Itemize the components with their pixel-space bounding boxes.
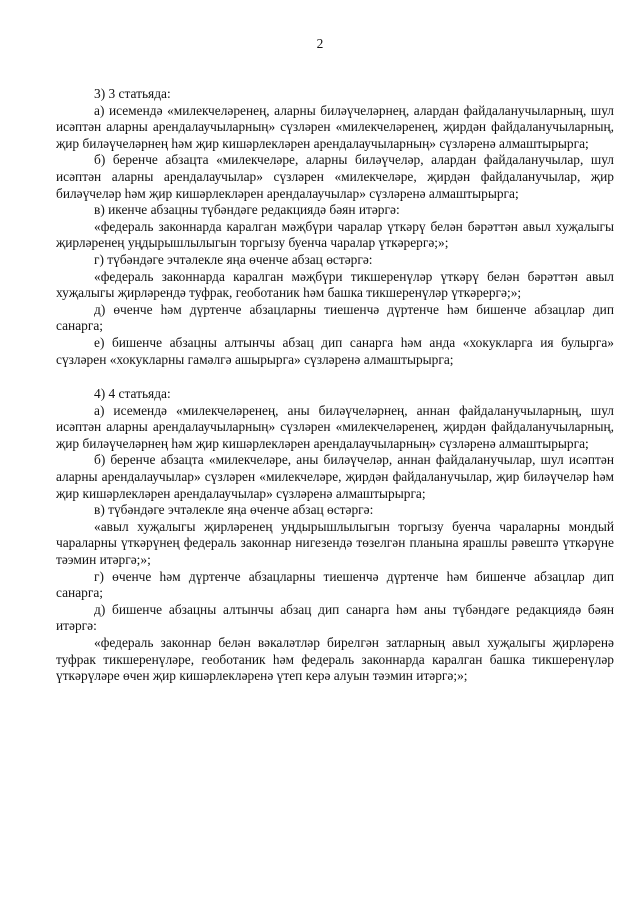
section-4-paragraph-d: д) бишенче абзацны алтынчы абзац дип санарга һәм аны түбәндәге редакциядә бәян итәргә: — [56, 601, 614, 634]
section-4-paragraph-g: г) өченче һәм дүртенче абзацларны тиешенчә дүртенче һәм бишенче абзацлар дип санарга; — [56, 568, 614, 601]
section-3-paragraph-b: б) беренче абзацта «милекчеләре, аларны биләүчеләр, алардан файдаланучылар, шул исәптән аларны арендалаучылар» сүзләрен «милекчеләре, җирдән файдаланучылар, җир биләүчеләр һәм җир кишәрлекләрен арендалаучылар» сүзләренә алмаштырырга; — [56, 152, 614, 201]
section-spacer — [56, 368, 614, 386]
section-3-paragraph-d: д) өченче һәм дүртенче абзацларны тиешенчә дүртенче һәм бишенче абзацлар дип санарга; — [56, 301, 614, 334]
section-3-paragraph-v: в) икенче абзацны түбәндәге редакциядә бәян итәргә: — [94, 202, 400, 218]
section-4-quote-2: «федераль законнар белән вәкаләтләр бирелгән затларның авыл хуҗалыгы җирләренә туфрак тикшеренүләре, геоботаник һәм федераль законнарда каралган башка тикшеренүләр үткәрүләре өчен җир кишәрлекләренә үтеп керә алуын тәэмин итәргә;»; — [56, 635, 614, 684]
section-4-quote-1: «авыл хуҗалыгы җирләренең уңдырышлылыгын торгызу буенча чараларны мондый чараларны үткәрүнең федераль законнар нигезендә төзелгән планына ярашлы рәвештә үткәрүне тәэмин итәргә;»; — [56, 518, 614, 568]
section-4-heading: 4) 4 статьяда: — [94, 386, 171, 402]
section-4-paragraph-a: а) исемендә «милекчеләренең, аны биләүчеләрнең, аннан файдаланучыларның, шул исәптән аларны арендалаучыларның» сүзләрен «милекчеләренең, җирдән файдаланучыларның, җир биләүчеләрнең һәм җир кишәрлекләрен арендалаучыларның» сүзләренә алмаштырырга; — [56, 402, 614, 451]
page-number: 2 — [316, 36, 324, 51]
document-body — [56, 86, 614, 685]
section-3-paragraph-e: е) бишенче абзацны алтынчы абзац дип санарга һәм анда «хокукларга ия булырга» сүзләрен «хокукларны гамәлгә ашырырга» сүзләренә алмаштырырга; — [56, 334, 614, 367]
section-3-paragraph-a: а) исемендә «милекчеләренең, аларны биләүчеләрнең, алардан файдаланучыларның, шул исәптән аларны арендалаучыларның» сүзләрен «милекчеләренең, җирдән файдаланучыларның, җир биләүчеләрнең һәм җир кишәрлекләрен арендалаучыларның» сүзләренә алмаштырырга; — [56, 102, 614, 151]
section-4-paragraph-v: в) түбәндәге эчтәлекле яңа өченче абзац өстәргә: — [94, 502, 374, 518]
section-3-quote-1: «федераль законнарда каралган мәҗбүри чаралар үткәрү белән бәрәттән авыл хуҗалыгы җирләренең уңдырышлылыгын торгызу буенча чаралар үткәрергә;»; — [56, 218, 614, 251]
section-3-heading: 3) 3 статьяда: — [94, 86, 171, 101]
section-4-paragraph-b: б) беренче абзацта «милекчеләре, аны биләүчеләр, аннан файдаланучылар, шул исәптән аларны арендалаучылар» сүзләрен «милекчеләре, җирдән файдаланучылар, җир биләүчеләр һәм җир кишәрлекләрен арендалаучылар» сүзләренә алмаштырырга; — [56, 452, 614, 501]
section-3-paragraph-g: г) түбәндәге эчтәлекле яңа өченче абзац өстәргә: — [94, 251, 373, 267]
section-3-quote-2: «федераль законнарда каралган мәҗбүри тикшеренүләр үткәрү белән бәрәттән авыл хуҗалыгы җирләрендә туфрак, геоботаник һәм башка тикшеренүләр үткәрергә;»; — [56, 268, 614, 301]
